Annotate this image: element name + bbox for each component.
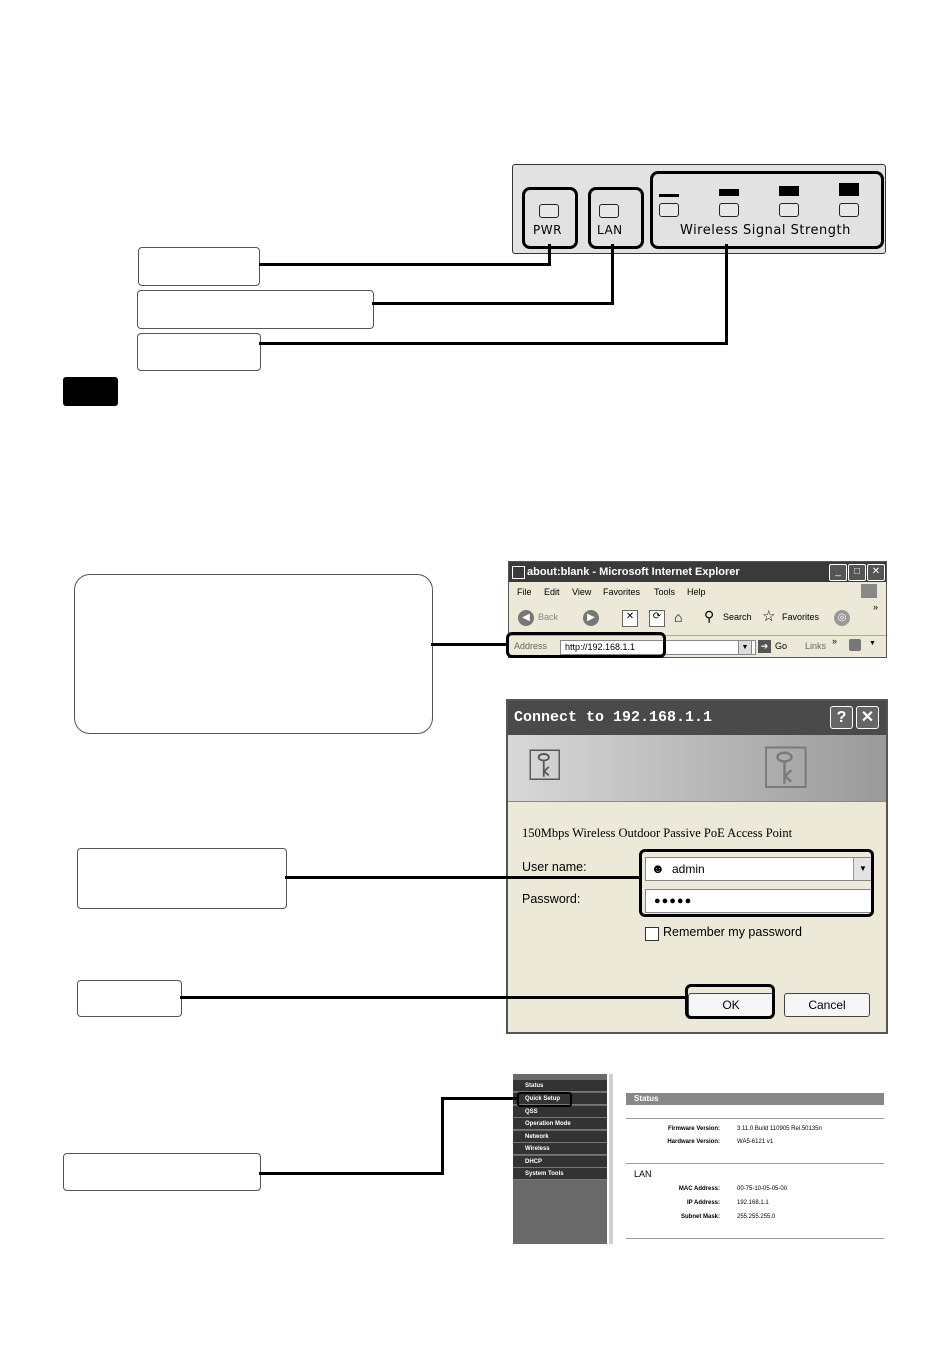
stop-icon[interactable]: ✕ [622, 610, 638, 627]
close-button[interactable]: ✕ [867, 564, 885, 581]
go-arrow-icon[interactable]: ➔ [758, 640, 771, 653]
username-dropdown-icon[interactable]: ▼ [853, 858, 872, 880]
search-icon[interactable]: ⚲ [704, 608, 715, 624]
login-dialog [506, 699, 888, 1034]
lan-label: LAN [597, 223, 623, 237]
ok-button[interactable]: OK [688, 993, 774, 1017]
search-label[interactable]: Search [723, 612, 752, 622]
mask-label: Subnet Mask: [680, 1214, 720, 1220]
password-label: Password: [522, 892, 581, 906]
signal-bar-3 [779, 186, 799, 196]
sidebar-item-qss[interactable]: QSS [513, 1106, 607, 1118]
mask-value: 255.255.255.0 [737, 1214, 776, 1220]
links-chevron-icon[interactable]: » [832, 636, 838, 646]
menu-edit[interactable]: Edit [544, 587, 560, 597]
lan-connector [372, 302, 614, 305]
extra-tool-icon[interactable] [849, 639, 861, 651]
signal-bar-4 [839, 183, 859, 196]
media-icon[interactable]: ◎ [834, 610, 850, 626]
address-callout-box [74, 574, 433, 734]
signal-led-1 [659, 203, 679, 217]
credentials-highlight [639, 849, 874, 917]
mac-value: 00-75-10-05-05-00 [737, 1186, 788, 1192]
sidebar-divider [609, 1074, 613, 1244]
keys-icon: ⚿ [528, 741, 562, 790]
keys-watermark-icon: ⚿ [763, 734, 809, 801]
menu-help[interactable]: Help [687, 587, 706, 597]
toolbar-chevron-icon[interactable]: » [873, 602, 879, 612]
signal-connector-v [725, 244, 728, 345]
signal-connector [259, 342, 728, 345]
lan-heading: LAN [634, 1169, 652, 1179]
dialog-title: Connect to 192.168.1.1 [514, 709, 713, 726]
quick-setup-connector-v [441, 1097, 444, 1175]
favorites-icon[interactable]: ☆ [762, 608, 776, 625]
dialog-banner [508, 735, 886, 802]
menu-view[interactable]: View [572, 587, 592, 597]
ok-connector [180, 996, 686, 999]
signal-led-2 [719, 203, 739, 217]
firmware-label: Firmware Version: [667, 1126, 720, 1132]
device-name: 150Mbps Wireless Outdoor Passive PoE Access Point [522, 826, 793, 840]
password-value: ●●●●● [654, 895, 693, 907]
led-panel [512, 164, 886, 254]
browser-title: about:blank - Microsoft Internet Explorer [527, 566, 740, 578]
extra-dropdown-icon[interactable]: ▼ [869, 640, 876, 647]
lan-led [599, 204, 619, 218]
section-rule [626, 1163, 884, 1164]
firmware-value: 3.11.0 Build 110905 Rel.50135n [737, 1126, 822, 1132]
credentials-connector [285, 876, 641, 879]
signal-label: Wireless Signal Strength [680, 223, 851, 238]
forward-icon[interactable]: ▶ [583, 610, 599, 626]
ip-value: 192.168.1.1 [737, 1200, 769, 1206]
ok-highlight [685, 984, 775, 1019]
minimize-button[interactable]: _ [829, 564, 847, 581]
quick-setup-connector-h [259, 1172, 444, 1175]
note-badge [63, 377, 118, 406]
lan-callout-box [137, 290, 374, 329]
signal-bar-1 [659, 194, 679, 197]
hardware-value: WA5-6121 v1 [737, 1139, 774, 1145]
signal-led-3 [779, 203, 799, 217]
back-label[interactable]: Back [538, 612, 559, 622]
header-rule [626, 1118, 884, 1119]
signal-callout-box [137, 333, 261, 371]
favorites-label[interactable]: Favorites [782, 612, 820, 622]
status-header [626, 1093, 884, 1105]
remember-checkbox[interactable] [645, 927, 659, 941]
sidebar-item-quick-setup[interactable]: Quick Setup [513, 1093, 607, 1105]
address-label: Address [514, 641, 548, 651]
sidebar-item-wireless[interactable]: Wireless [513, 1143, 607, 1155]
refresh-icon[interactable]: ⟳ [649, 610, 665, 627]
maximize-button[interactable]: □ [848, 564, 866, 581]
ok-callout-box [77, 980, 182, 1017]
pwr-connector [259, 263, 551, 266]
hardware-label: Hardware Version: [667, 1139, 720, 1145]
quick-setup-connector-top [441, 1097, 519, 1100]
sidebar-item-dhcp[interactable]: DHCP [513, 1156, 607, 1168]
credentials-callout-box [77, 848, 287, 909]
sidebar-item-system-tools[interactable]: System Tools [513, 1168, 607, 1180]
pwr-highlight [522, 187, 578, 249]
windows-logo-icon [861, 584, 877, 598]
lan-highlight [588, 187, 644, 249]
ip-label: IP Address: [686, 1200, 720, 1206]
address-dropdown-icon[interactable]: ▼ [738, 640, 752, 655]
pwr-connector-v [548, 244, 551, 266]
status-header-label: Status [634, 1094, 659, 1103]
remember-label[interactable]: Remember my password [663, 925, 802, 939]
dialog-close-button[interactable]: ✕ [856, 706, 879, 729]
sidebar-item-status[interactable]: Status [513, 1080, 607, 1092]
menu-favorites[interactable]: Favorites [603, 587, 641, 597]
signal-bar-2 [719, 189, 739, 196]
username-label: User name: [522, 860, 587, 874]
user-icon: ☻ [651, 861, 665, 876]
sidebar-item-operation-mode[interactable]: Operation Mode [513, 1118, 607, 1130]
menu-tools[interactable]: Tools [654, 587, 676, 597]
bottom-rule [626, 1238, 884, 1239]
back-icon[interactable]: ◀ [518, 610, 534, 626]
links-label[interactable]: Links [805, 641, 827, 651]
sidebar-item-network[interactable]: Network [513, 1131, 607, 1143]
address-highlight [506, 632, 666, 658]
mac-label: MAC Address: [678, 1186, 720, 1192]
ie-icon [512, 566, 525, 579]
quick-setup-callout-box [63, 1153, 261, 1191]
pwr-led [539, 204, 559, 218]
signal-led-4 [839, 203, 859, 217]
address-value: http://192.168.1.1 [565, 642, 636, 652]
address-connector [431, 643, 509, 646]
lan-connector-v [611, 244, 614, 305]
menu-file[interactable]: File [517, 587, 532, 597]
pwr-label: PWR [533, 223, 562, 237]
cancel-button[interactable]: Cancel [784, 993, 870, 1017]
pwr-callout-box [138, 247, 260, 286]
home-icon[interactable]: ⌂ [674, 609, 683, 625]
username-value: admin [672, 862, 705, 876]
go-button[interactable]: Go [775, 641, 788, 651]
help-button[interactable]: ? [830, 706, 853, 729]
quick-setup-highlight [517, 1092, 572, 1107]
